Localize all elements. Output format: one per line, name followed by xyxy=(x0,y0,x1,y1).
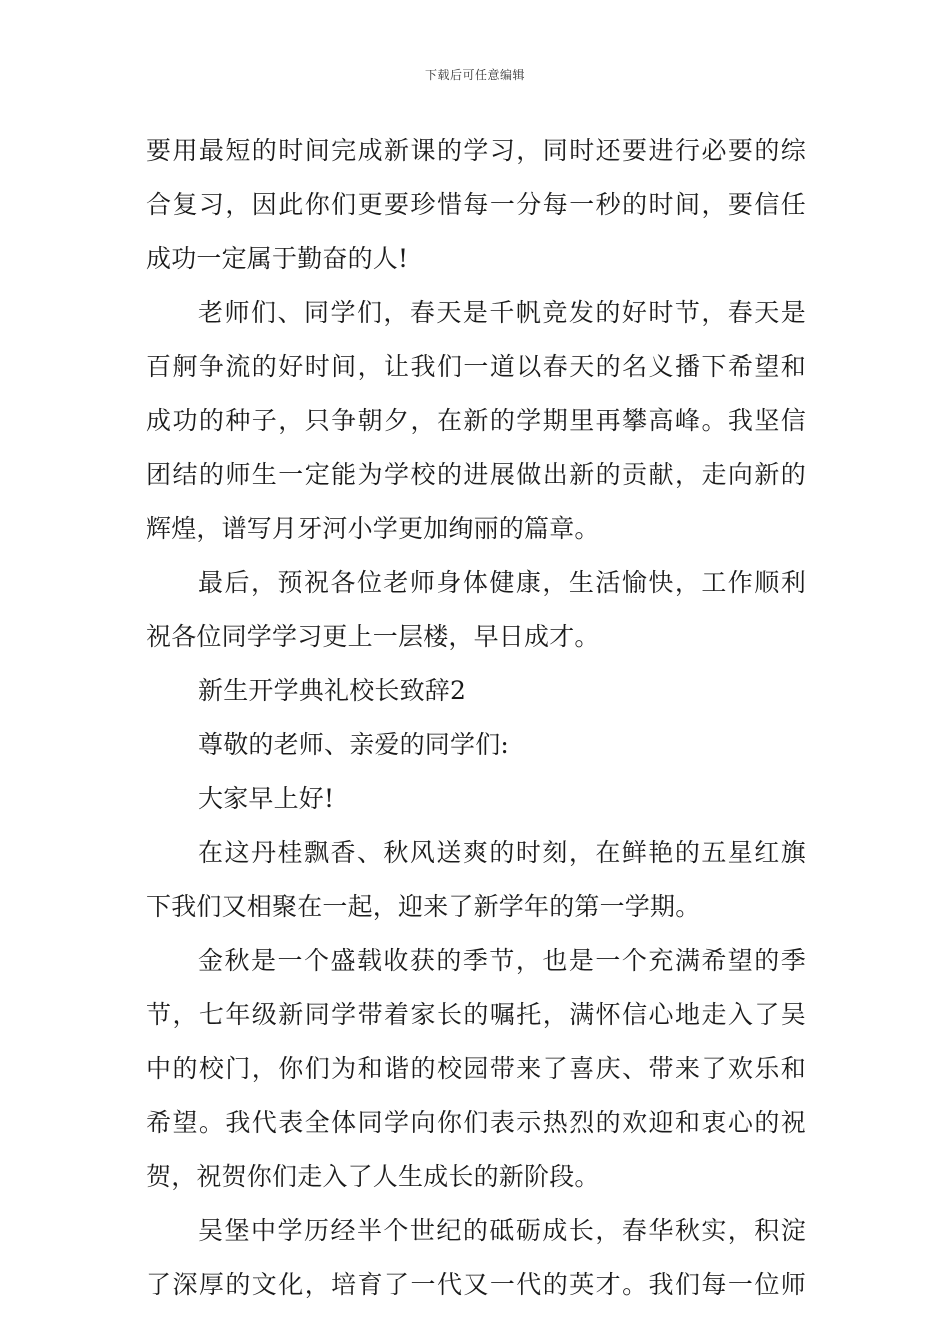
text-line: 吴堡中学历经半个世纪的砥砺成长，春华秋实，积淀 xyxy=(198,1216,806,1245)
text-line: 金秋是一个盛载收获的季节，也是一个充满希望的季 xyxy=(198,946,806,975)
text-line: 在这丹桂飘香、秋风送爽的时刻，在鲜艳的五星红旗 xyxy=(198,838,806,867)
text-line: 贺，祝贺你们走入了人生成长的新阶段。 xyxy=(146,1162,600,1191)
text-line: 成功一定属于勤奋的人! xyxy=(146,244,409,273)
text-line: 要用最短的时间完成新课的学习，同时还要进行必要的综 xyxy=(146,136,806,165)
text-line: 下我们又相聚在一起，迎来了新学年的第一学期。 xyxy=(146,892,701,921)
text-line: 老师们、同学们，春天是千帆竞发的好时节，春天是 xyxy=(198,298,806,327)
text-line: 了深厚的文化，培育了一代又一代的英才。我们每一位师 xyxy=(146,1270,806,1299)
text-line: 希望。我代表全体同学向你们表示热烈的欢迎和衷心的祝 xyxy=(146,1108,806,1137)
page-header-note: 下载后可任意编辑 xyxy=(424,68,525,82)
text-line: 最后，预祝各位老师身体健康，生活愉快，工作顺利 xyxy=(198,568,806,597)
text-line: 大家早上好! xyxy=(198,784,335,813)
text-line: 中的校门，你们为和谐的校园带来了喜庆、带来了欢乐和 xyxy=(146,1054,806,1083)
text-line: 辉煌，谱写月牙河小学更加绚丽的篇章。 xyxy=(146,514,600,543)
text-line: 百舸争流的好时间，让我们一道以春天的名义播下希望和 xyxy=(146,352,806,381)
text-line: 祝各位同学学习更上一层楼，早日成才。 xyxy=(146,622,600,651)
text-line: 节，七年级新同学带着家长的嘱托，满怀信心地走入了吴 xyxy=(146,1000,806,1029)
text-line: 合复习，因此你们更要珍惜每一分每一秒的时间，要信任 xyxy=(146,190,806,219)
text-line: 团结的师生一定能为学校的进展做出新的贡献，走向新的 xyxy=(146,460,806,489)
text-line: 成功的种子，只争朝夕，在新的学期里再攀高峰。我坚信 xyxy=(146,406,806,435)
document-body xyxy=(146,124,806,1312)
text-line: 尊敬的老师、亲爱的同学们: xyxy=(198,730,510,759)
text-line: 新生开学典礼校长致辞2 xyxy=(198,676,467,705)
